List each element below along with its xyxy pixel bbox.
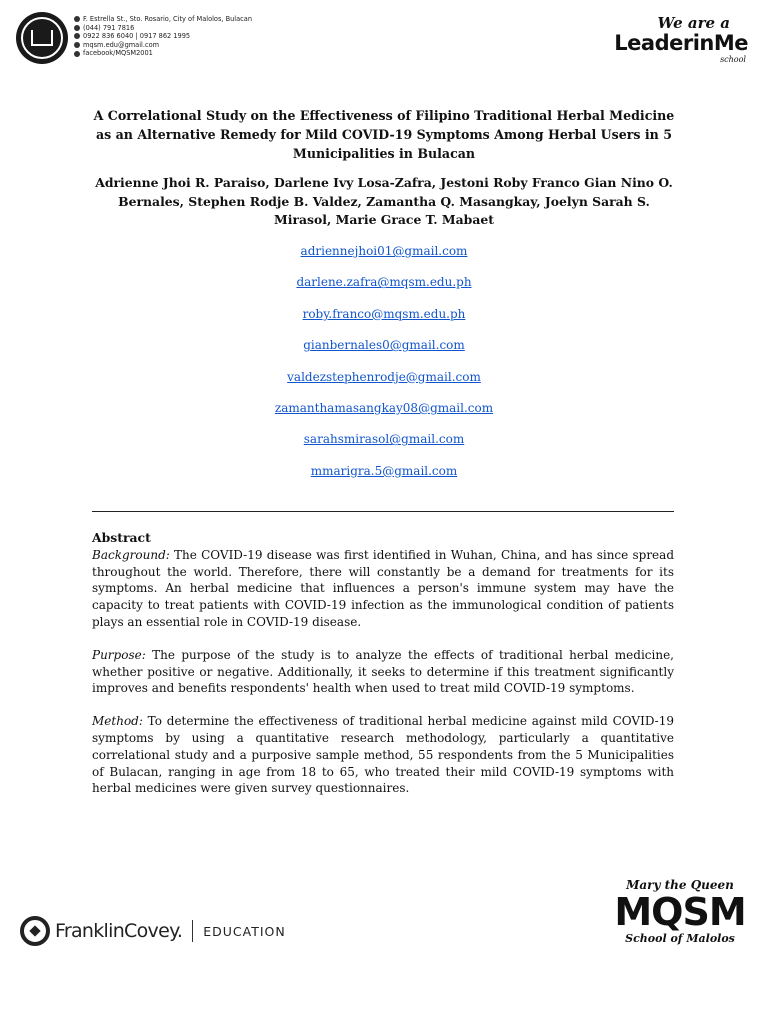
email-link[interactable]: roby.franco@mqsm.edu.ph xyxy=(302,306,466,321)
contact-mobile: 0922 836 6040 | 0917 862 1995 xyxy=(74,32,252,41)
purpose-label: Purpose: xyxy=(92,647,146,662)
mqsm-logo: Mary the Queen MQSM School of Malolos xyxy=(614,878,746,945)
email-link[interactable]: gianbernales0@gmail.com xyxy=(303,338,465,353)
abstract-purpose xyxy=(92,647,674,697)
location-icon xyxy=(74,16,80,22)
abstract-background xyxy=(92,547,674,631)
contact-facebook: facebook/MQSM2001 xyxy=(74,49,252,58)
contact-info xyxy=(74,15,252,58)
list-item xyxy=(90,335,678,366)
abstract-section xyxy=(92,530,674,813)
school-seal-logo xyxy=(16,12,68,64)
email-link[interactable]: darlene.zafra@mqsm.edu.ph xyxy=(296,275,472,290)
email-link[interactable]: zamanthamasangkay08@gmail.com xyxy=(274,400,494,415)
list-item xyxy=(90,429,678,460)
facebook-icon xyxy=(74,51,80,57)
email-link[interactable]: mmarigra.5@gmail.com xyxy=(310,463,458,478)
logo-divider xyxy=(192,920,193,942)
background-text: The COVID-19 disease was first identified in Wuhan, China, and has since spread throughout the world. Therefore, there will constantly be a demand for treatments for its symptoms. An herbal medicine that influences a person's immune system may have the capacity to treat patients with COVID-19 infection as the immunological condition of patients plays an essential role in COVID-19 disease. xyxy=(92,547,674,629)
list-item xyxy=(90,367,678,398)
method-label: Method: xyxy=(92,714,143,729)
leader-in-me-badge: We are a LeaderinMe school xyxy=(614,14,748,64)
franklin-covey-logo: FranklinCovey. EDUCATION xyxy=(20,908,286,954)
paper-title: A Correlational Study on the Effectiveness of Filipino Traditional Herbal Medicine as an Alternative Remedy for Mild COVID-19 Symptoms Among Herbal Users in 5 Municipalities in Bulacan xyxy=(93,108,675,161)
contact-email: mqsm.edu@gmail.com xyxy=(74,41,252,50)
compass-icon xyxy=(20,916,50,946)
purpose-text: The purpose of the study is to analyze the effects of traditional herbal medicine, whether positive or negative. Additionally, it seeks to determine if this treatment significantly improves and benefits respondents' health when used to treat mild COVID-19 symptoms. xyxy=(92,647,674,696)
section-divider xyxy=(92,511,674,512)
list-item xyxy=(90,241,678,272)
abstract-heading: Abstract xyxy=(92,530,151,545)
contact-phone: (044) 791 7816 xyxy=(74,24,252,33)
email-link[interactable]: valdezstephenrodje@gmail.com xyxy=(287,369,481,384)
mobile-icon xyxy=(74,33,80,39)
phone-icon xyxy=(74,25,80,31)
letterhead xyxy=(16,12,752,70)
list-item xyxy=(90,461,678,492)
email-link[interactable]: sarahsmirasol@gmail.com xyxy=(303,432,465,447)
method-text: To determine the effectiveness of traditional herbal medicine against mild COVID-19 symptoms by using a quantitative research methodology, particularly a quantitative correlational study and a purposive sample method, 55 respondents from the 5 Municipalities of Bulacan, ranging in age from 18 to 65, who treated their mild COVID-19 symptoms with herbal medicines were given survey questionnaires. xyxy=(92,714,674,796)
list-item xyxy=(90,304,678,335)
abstract-method xyxy=(92,713,674,797)
list-item xyxy=(90,398,678,429)
list-item xyxy=(90,272,678,303)
contact-address: F. Estrella St., Sto. Rosario, City of Malolos, Bulacan xyxy=(74,15,252,24)
paper-authors: Adrienne Jhoi R. Paraiso, Darlene Ivy Losa-Zafra, Jestoni Roby Franco Gian Nino O. Bernales, Stephen Rodje B. Valdez, Zamantha Q. Masangkay, Joelyn Sarah S. Mirasol, Marie Grace T. Mabaet xyxy=(95,175,673,227)
email-link[interactable]: adriennejhoi01@gmail.com xyxy=(300,244,468,258)
email-icon xyxy=(74,42,80,48)
background-label: Background: xyxy=(92,547,170,562)
author-email-list xyxy=(90,241,678,492)
